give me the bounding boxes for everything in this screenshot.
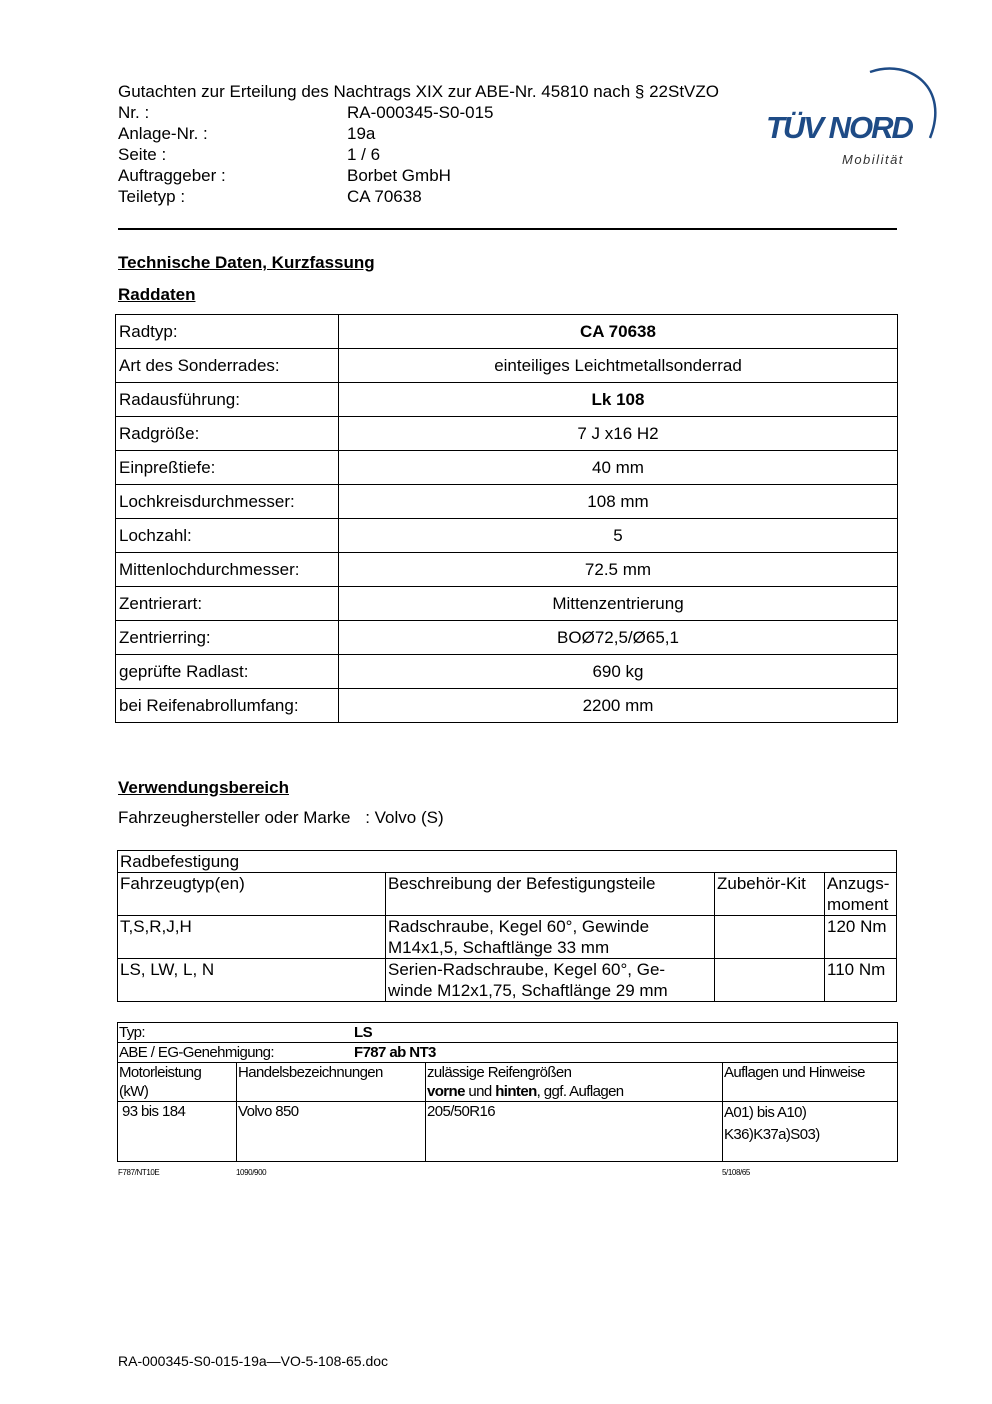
table-row — [116, 383, 898, 417]
header-row-seite — [118, 144, 798, 165]
row-label: Art des Sonderrades: — [116, 349, 339, 383]
row-value: 40 mm — [339, 451, 898, 485]
table-row — [116, 349, 898, 383]
row-label: Radtyp: — [116, 315, 339, 349]
document-header — [118, 81, 798, 207]
header-label: Teiletyp : — [118, 187, 186, 206]
befestigung-title: Radbefestigung — [118, 851, 897, 873]
cell-desc — [386, 959, 715, 1002]
cell-moment: 110 Nm — [825, 959, 897, 1002]
header-motor — [118, 1063, 237, 1102]
hersteller-value: : Volvo (S) — [365, 808, 444, 827]
header-anzugsmoment — [825, 873, 897, 916]
header-hinten: hinten — [495, 1083, 537, 1100]
row-value: Lk 108 — [339, 383, 898, 417]
row-label: Einpreßtiefe: — [116, 451, 339, 485]
row-value: BOØ72,5/Ø65,1 — [339, 621, 898, 655]
row-label: Lochkreisdurchmesser: — [116, 485, 339, 519]
row-label: Zentrierart: — [116, 587, 339, 621]
header-reifen — [426, 1063, 723, 1102]
logo-brand: TÜV NORD — [766, 110, 912, 145]
table-row — [116, 553, 898, 587]
row-value: 108 mm — [339, 485, 898, 519]
desc-line: Serien-Radschraube, Kegel 60°, Ge- — [388, 960, 666, 979]
header-line: Motorleistung — [119, 1064, 202, 1081]
header-fahrzeugtyp: Fahrzeugtyp(en) — [118, 873, 386, 916]
table-row — [116, 655, 898, 689]
header-row-nr — [118, 102, 798, 123]
row-value: CA 70638 — [339, 315, 898, 349]
row-label: bei Reifenabrollumfang: — [116, 689, 339, 723]
row-value: 2200 mm — [339, 689, 898, 723]
table-row — [118, 1023, 898, 1043]
footnote-a: F787/NT10E — [118, 1168, 160, 1177]
row-label: Radausführung: — [116, 383, 339, 417]
header-line: moment — [827, 895, 889, 914]
table-row — [116, 621, 898, 655]
desc-line: M14x1,5, Schaftlänge 33 mm — [388, 938, 610, 957]
header-vorne: vorne — [427, 1083, 465, 1100]
row-label: Mittenlochdurchmesser: — [116, 553, 339, 587]
auflagen-line: K36)K37a)S03) — [724, 1126, 820, 1143]
header-line: zulässige Reifengrößen — [427, 1064, 572, 1081]
hersteller-label: Fahrzeughersteller oder Marke — [118, 808, 351, 827]
header-beschreibung: Beschreibung der Befestigungsteile — [386, 873, 715, 916]
desc-line: Radschraube, Kegel 60°, Gewinde — [388, 917, 650, 936]
table-row — [116, 519, 898, 553]
header-auflagen-note: , ggf. Auflagen — [536, 1083, 624, 1100]
typ-value: LS — [354, 1024, 372, 1041]
typ-row — [118, 1023, 898, 1043]
row-value: 72.5 mm — [339, 553, 898, 587]
footnote-b: 1090/900 — [236, 1168, 267, 1177]
table-row — [118, 959, 897, 1002]
raddaten-heading: Raddaten — [118, 285, 196, 304]
hersteller-line — [118, 808, 444, 828]
table-row — [118, 1043, 898, 1063]
header-label: Auftraggeber : — [118, 166, 226, 185]
header-und: und — [464, 1083, 496, 1100]
header-line: Anzugs- — [827, 874, 890, 893]
verwendung-heading: Verwendungsbereich — [118, 778, 289, 797]
table-row — [116, 689, 898, 723]
cell-kit — [715, 959, 825, 1002]
auflagen-line: A01) bis A10) — [724, 1104, 807, 1121]
header-auflagen: Auflagen und Hinweise — [723, 1063, 898, 1102]
cell-moment: 120 Nm — [825, 916, 897, 959]
row-label: geprüfte Radlast: — [116, 655, 339, 689]
table-row — [116, 417, 898, 451]
section-title: Technische Daten, Kurzfassung — [118, 253, 375, 272]
header-line — [427, 1082, 721, 1101]
desc-line: winde M12x1,75, Schaftlänge 29 mm — [388, 981, 668, 1000]
logo-sub: Mobilität — [842, 152, 904, 167]
row-value: Mittenzentrierung — [339, 587, 898, 621]
cell-auflagen — [723, 1102, 898, 1162]
cell-handel: Volvo 850 — [237, 1102, 426, 1162]
header-label: Nr. : — [118, 103, 150, 122]
cell-motor: 93 bis 184 — [118, 1102, 237, 1162]
header-value: 1 / 6 — [347, 145, 381, 164]
table-row — [116, 587, 898, 621]
row-value: 5 — [339, 519, 898, 553]
table-row — [116, 315, 898, 349]
header-line: (kW) — [119, 1083, 149, 1100]
header-label: Anlage-Nr. : — [118, 124, 208, 143]
abe-value: F787 ab NT3 — [354, 1044, 436, 1061]
cell-typ: T,S,R,J,H — [118, 916, 386, 959]
abe-label: ABE / EG-Genehmigung: — [119, 1044, 274, 1061]
raddaten-table — [115, 314, 898, 723]
table-header-row — [118, 1063, 898, 1102]
footnote-c: 5/108/65 — [722, 1168, 750, 1177]
row-value: einteiliges Leichtmetallsonderrad — [339, 349, 898, 383]
header-row-auftraggeber — [118, 165, 798, 186]
cell-reifen: 205/50R16 — [426, 1102, 723, 1162]
header-handel: Handelsbezeichnungen — [237, 1063, 426, 1102]
cell-kit — [715, 916, 825, 959]
befestigung-table — [117, 850, 897, 1002]
table-row — [118, 1102, 898, 1162]
header-value: CA 70638 — [347, 187, 422, 206]
header-value: RA-000345-S0-015 — [347, 103, 494, 122]
header-label: Seite : — [118, 145, 167, 164]
table-row — [118, 916, 897, 959]
cell-typ: LS, LW, L, N — [118, 959, 386, 1002]
header-row-teiletyp — [118, 186, 798, 207]
row-value: 690 kg — [339, 655, 898, 689]
abe-row — [118, 1043, 898, 1063]
row-label: Lochzahl: — [116, 519, 339, 553]
header-rule — [118, 228, 897, 230]
row-label: Zentrierring: — [116, 621, 339, 655]
table-row — [116, 485, 898, 519]
header-zubehoer: Zubehör-Kit — [715, 873, 825, 916]
footer-filename: RA-000345-S0-015-19a—VO-5-108-65.doc — [118, 1353, 389, 1369]
row-value: 7 J x16 H2 — [339, 417, 898, 451]
typ-table — [117, 1022, 898, 1162]
header-title: Gutachten zur Erteilung des Nachtrags XIX zur ABE-Nr. 45810 nach § 22StVZO — [118, 82, 719, 101]
cell-desc — [386, 916, 715, 959]
header-value: Borbet GmbH — [347, 166, 451, 185]
header-value: 19a — [347, 124, 376, 143]
tuv-nord-logo — [760, 58, 950, 173]
table-row — [118, 851, 897, 873]
header-row-anlage — [118, 123, 798, 144]
row-label: Radgröße: — [116, 417, 339, 451]
table-row — [116, 451, 898, 485]
typ-label: Typ: — [119, 1024, 145, 1041]
table-header-row — [118, 873, 897, 916]
